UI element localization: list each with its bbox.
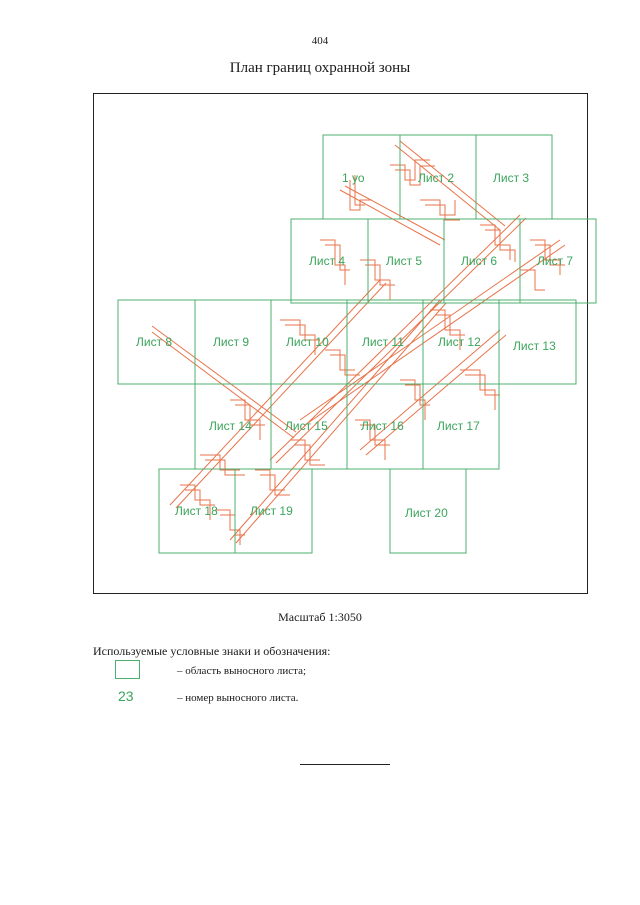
network-branch xyxy=(255,470,285,490)
sheet-label-9: Лист 9 xyxy=(213,335,250,349)
network-diagonal xyxy=(305,245,565,425)
network-diagonal xyxy=(395,145,500,230)
sheet-label-17: Лист 17 xyxy=(437,419,480,433)
sheet-label-14: Лист 14 xyxy=(209,419,252,433)
network-branch xyxy=(295,445,325,465)
map-scale: Масштаб 1:3050 xyxy=(278,610,362,624)
page-number: 404 xyxy=(311,35,329,47)
sheet-label-11: Лист 11 xyxy=(362,335,404,349)
legend-sheet-number-text: – номер выносного листа. xyxy=(177,692,299,704)
sheet-label-10: Лист 10 xyxy=(286,335,329,349)
sheet-label-12: Лист 12 xyxy=(438,335,481,349)
legend-sheet-area-swatch xyxy=(115,660,140,679)
network-branch xyxy=(420,200,455,215)
legend-sheet-number-sample: 23 xyxy=(118,688,134,704)
network-branch xyxy=(200,455,240,470)
sheet-label-13: Лист 13 xyxy=(513,339,556,353)
sheet-label-20: Лист 20 xyxy=(405,506,448,520)
network-branch xyxy=(405,385,430,405)
network-branch xyxy=(260,475,290,495)
network-branch xyxy=(330,355,360,375)
network-branch xyxy=(220,515,245,535)
sheet-label-19: Лист 19 xyxy=(250,504,293,518)
sheet-label-18: Лист 18 xyxy=(175,504,218,518)
page-title: План границ охранной зоны xyxy=(229,60,411,76)
sheet-label-2: Лист 2 xyxy=(418,171,455,185)
network-branch xyxy=(205,460,245,475)
sheet-label-6: Лист 6 xyxy=(461,254,498,268)
network-branch xyxy=(460,370,495,410)
bottom-rule xyxy=(300,764,390,765)
sheet-label-4: Лист 4 xyxy=(309,254,346,268)
legend-heading: Используемые условные знаки и обозначения: xyxy=(93,644,331,658)
sheet-label-15: Лист 15 xyxy=(285,419,328,433)
sheet-label-1: 1 уо xyxy=(342,171,365,185)
network-diagonal xyxy=(176,283,386,508)
sheet-labels xyxy=(136,171,573,520)
sheet-label-5: Лист 5 xyxy=(386,254,423,268)
legend-sheet-area-text: – область выносного листа; xyxy=(177,665,307,677)
network-branch xyxy=(400,380,425,420)
sheet-label-3: Лист 3 xyxy=(493,171,530,185)
sheet-label-8: Лист 8 xyxy=(136,335,173,349)
network-diagonal xyxy=(345,186,445,240)
sheet-label-7: Лист 7 xyxy=(537,254,574,268)
sheet-label-16: Лист 16 xyxy=(361,419,404,433)
network-branch xyxy=(325,350,355,370)
